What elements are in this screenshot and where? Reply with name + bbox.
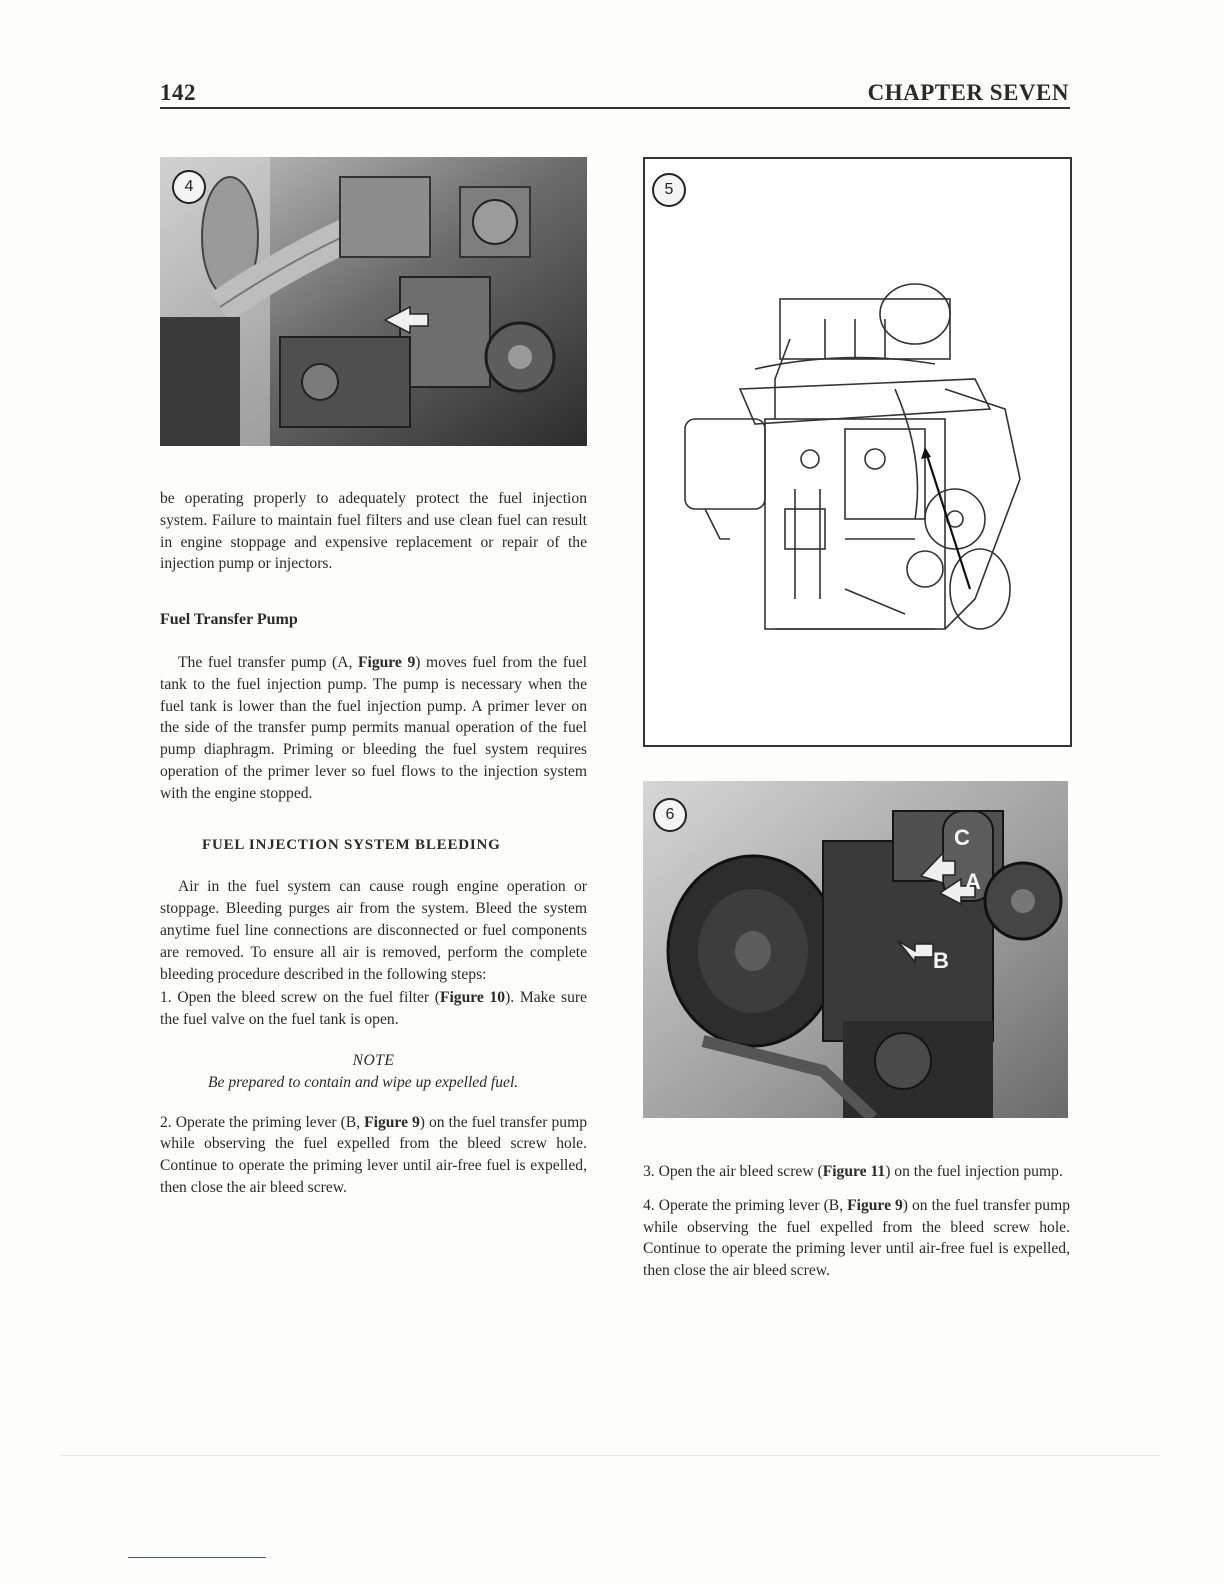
bleeding-heading: FUEL INJECTION SYSTEM BLEEDING [202,836,501,853]
figure-ref: Figure 9 [847,1196,903,1214]
page-number: 142 [160,80,196,105]
note-title: NOTE [352,1051,395,1069]
step-4: 4. Operate the priming lever (B, Figure 9) on the fuel transfer pump while observing the fuel expelled from the bleed screw hole. Continue to operate the priming lever until air-free fuel is expelled, then close the air bleed screw. [643,1196,1070,1280]
figure-4-number: 4 [172,170,206,204]
figure-6-number: 6 [653,798,687,832]
fuel-transfer-heading: Fuel Transfer Pump [160,611,298,629]
header-rule [160,107,1070,109]
right-column [643,1161,1070,1282]
left-column [160,488,587,1199]
figure-6-photo [643,781,1068,1118]
figure-ref: Figure 9 [357,653,416,671]
engine-photo-illustration [643,781,1068,1118]
callout-b: B [933,948,949,973]
scan-edge-line [60,1455,1160,1456]
bleeding-paragraph: Air in the fuel system can cause rough engine operation or stoppage. Bleeding purges air from the system. Bleed the system anytime fuel line connections are disconnected or fuel components are removed. To ensure all air is removed, perform the complete bleeding procedure described in the following steps: [160,878,587,983]
figure-ref: Figure 10 [439,989,506,1007]
callout-a: A [965,869,981,894]
figure-ref: Figure 11 [822,1163,886,1180]
footer-rule [128,1557,266,1558]
note-body: Be prepared to contain and wipe up expelled fuel. [208,1073,519,1091]
step-2: 2. Operate the priming lever (B, Figure 9) on the fuel transfer pump while observing the fuel expelled from the bleed screw hole. Continue to operate the priming lever until air-free fuel is expelled, then close the air bleed screw. [160,1113,587,1196]
callout-c: C [954,825,970,850]
fuel-transfer-paragraph: The fuel transfer pump (A, Figure 9) moves fuel from the fuel tank to the fuel injection pump. The pump is necessary when the fuel tank is lower than the fuel injection pump. A primer lever on the side of the transfer pump permits manual operation of the fuel pump diaphragm. Priming or bleeding the fuel system requires operation of the primer lever so fuel flows to the injection system with the engine stopped. [160,653,587,802]
intro-paragraph: be operating properly to adequately protect the fuel injection system. Failure to maintain fuel filters and use clean fuel can result in engine stoppage and expensive replacement or repair of the injection pump or injectors. [160,490,587,573]
figure-5-number: 5 [652,173,686,207]
engine-line-drawing [645,159,1070,745]
figure-5-frame [643,157,1072,747]
engine-photo-illustration [160,157,587,446]
chapter-title: CHAPTER SEVEN [867,80,1069,105]
figure-ref: Figure 9 [364,1113,420,1131]
figure-4-photo [160,157,587,446]
step-3: 3. Open the air bleed screw (Figure 11) on the fuel injection pump. [643,1163,1063,1180]
step-1: 1. Open the bleed screw on the fuel filter (Figure 10). Make sure the fuel valve on the fuel tank is open. [160,989,587,1029]
